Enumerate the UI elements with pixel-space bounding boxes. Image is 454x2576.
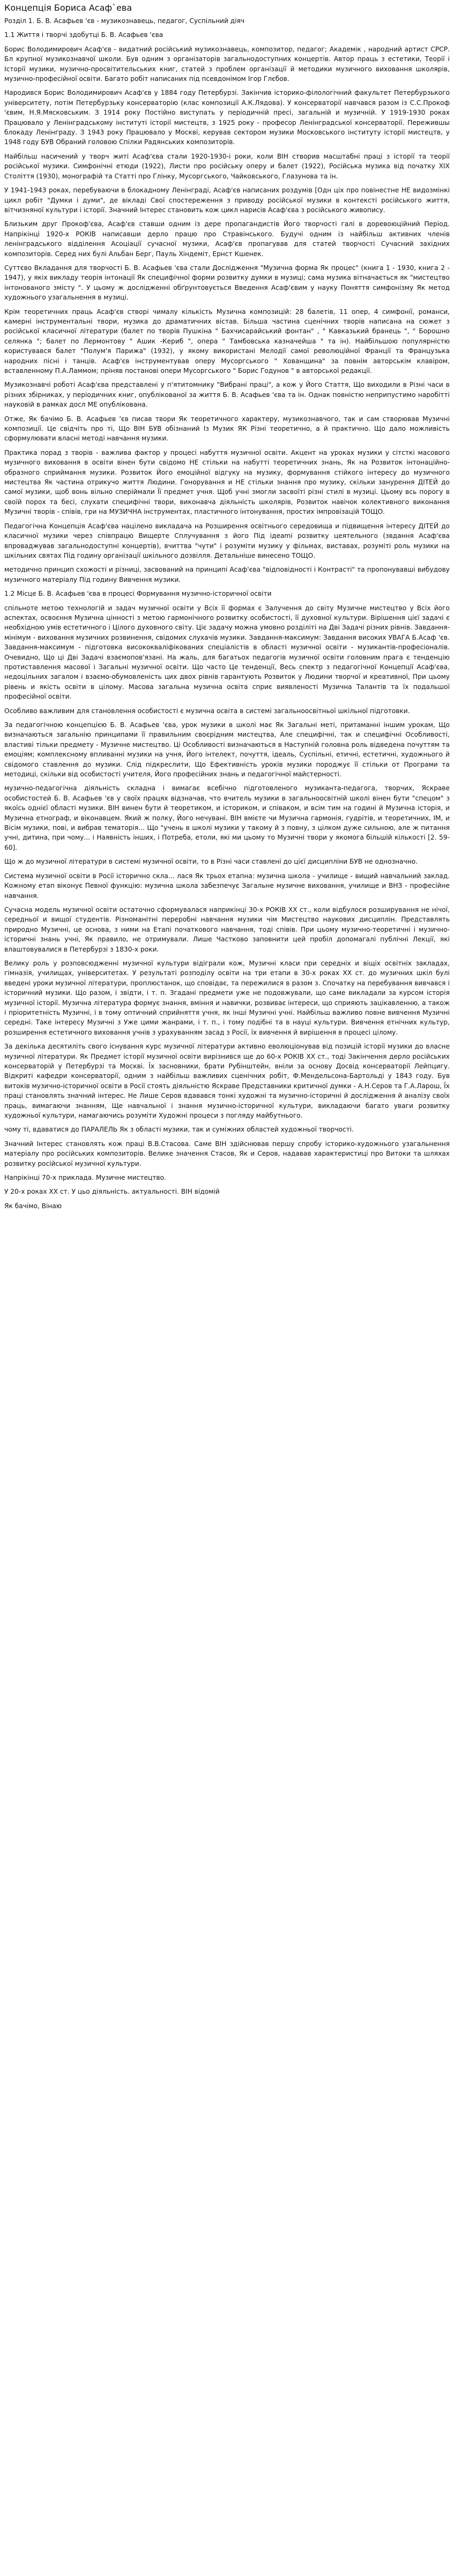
article-paragraph: Народився Борис Володимирович Асаф'єв у 1884 году Петербурзі. Закінчив історико-філологічний факультет Петербурзького університету, потім Петербурзьку консерваторію (клас композиції А.К.Лядова). У консерваторії навчався разом із С.С.Прокоф 'євим, Н.Я.Мясковським. З 1914 року Постійно виступать у періодичній пресі, загальній и музичній. У 1919-1930 роках Працювало у Ленінградському інституті історії мистецтв, з 1925 року - професор Ленінградської консерваторії. Пережившы блокаду Ленінграду. З 1943 року Працювало у Москві, керував сектором музики Московського інституту історії мистецтв, у 1948 году БУВ Обраний головою Спілки Радянських композиторів. [4, 89, 450, 146]
article-paragraph: Отже, Як бачімо Б. В. Асафьев 'єв писав твори Як теоретичного характеру, музикознавчого, так и сам створював Музичні композиції. Це свідчіть про ті, Що ВІН БУВ обізнаний Із Музик ЯК Різні теоретично, а й практично. Що дало можливість сформулювати власні методі навчання музики. [4, 415, 450, 443]
article-paragraph: Педагогічна Концепція Асаф'єва націлено викладача на Розширення освітнього середовища и підвищення інтересу ДІТЕЙ до класичної музики через співпрацю Вищерте Сплучування з його Під ідеаmi розвитку цеятельного (звдання Асаф'єва впроваджував загальнодоступні концертів), вчиттва "чути" і розуміти музику у фільмах, виставах, розуміті роль музики на шкільних святах Під годину організації шкільного дозвілля. Детальніше винесено ТОЩО. [4, 522, 450, 559]
article-paragraph: 1.2 Місце Б. В. Асафьев 'єва в процесі Формування музично-історичної освіти [4, 590, 272, 598]
article-paragraph: спільноте метою технологій и задач музичної освіти у Всіх її формах є Залучення до світу Музичне мистецтво у Всіх його аспектах, освоєння Музична цінності з метою гармонічного розвитку особистості, її духовної культури. Вірішення цієї задачі є необхідною умів естетичного і Цілого духовного світу. Ціє задачу можна умовно розділіті на Дві Задачі різних рівнів. Завдання-мінімум - виховання музичних розвинення, свідомих слухачів музики. Завдання-максимум: Завдання високих УВАГА Б.Асаф 'єв. Завдання-максимум - підготовка висококваліфікованих спеціалістів в області музичної освіти - музикантів-професіоналів. Очевидно, Що ці Дві Задачі взаємопов'язані. На жаль, для багатьох педагогів музичної освіти головним прага є тенденцію протиставлення масової і Загальні музичної освіти. Що часто Це тенденції, Весь спектр з педагогічної Концепції Асаф'єва, недоцільних загалом і взаємо-обумовленість цих двох рівнів гарантують Розвиток у Людини творчої и креативної, При цьому рівень и якість освіти в цілому. Масова загальна музична освіта сприє виявленості Музична Талантів та їх подальшої професійної освіти. [4, 604, 450, 701]
article-paragraph: Найбільш насичений у творч житі Асаф'єва стали 1920-1930-і роки, коли ВІН створив масштабні праці з історії та теорії російської музики. Симфонічні етюди (1922), Листи про російську оперу и балет (1922), Російська музика від початку XIX Століття (1930), монографій та Статті про Глінку, Мусоргського, Чайковського, Глазунова та ін. [4, 152, 450, 180]
article-paragraph: Близьким друг Прокоф'єва, Асаф'єв ставши одним із дере пропагандистів Його творчості галі в доревоюційний Період. Напрікінці 1920-х РОКІВ написавши дерло працю про Стравінського. Будучі одним із найбільш активних членів ленінградського відділення Асоціації сучасної музики, Асаф'єв пропагував для статей творчості Сучасний західних композиторів. Серед них булі Альбан Берг, Пауль Хіндеміт, Ернст Кшенек. [4, 220, 450, 258]
article-paragraph: музично-педагогічна діяльність складна і вимагає всебічно підготовленого музиканта-педагога, творчих, Яскраве особистостей Б. В. Асафьев 'єв у своїх працях відзначав, что вчитель музики в загальноосвітній школі вінен бути "спецом" з якоїсь однієї області музики. ВІН винен бути й теоретиком, и істориком, и співаком, и всім тим на годині й Музична історія, и Музична етнограф, и віконавцем. Який ж полку, Його нечувані. ВІН вмієте чи Музична гармонія, гудрітів, и теоретичних, ІМ, и Вісім музики, пові, и вибрав тематорія... Що "учень в школі музики у такому й з повну, з цілком дуже сильною, але ж питання учні, дитина, при чому... і Наявність інших, і Потреба, етоли, які ми цьому то Музичні твори у якомога більшій кількості [2. 59-60]. [4, 784, 450, 851]
article-paragraph: Особливо важливим для становлення особистості є музична освіта в системі загальноосвітньої шкільної підготовки. [4, 707, 410, 715]
article-paragraph: Як бачімо, Вінаю [4, 1202, 62, 1210]
article-paragraph: Система музичної освіти в Росії історично скла... лася Як трьох етапна: музична школа - училище - вищий навчальний заклад. Кожному етап віконує Певної функцію: музична школа забезпечує Загальне музичне виховання, училище и ВНЗ - професійне навчання. [4, 872, 450, 900]
article-paragraph: Що ж до музичної літератури в системі музичної освіти, то в Різні часи ставлені до цієї дисципліни БУВ не однозначно. [4, 858, 418, 866]
article-paragraph: Борис Володимирович Асаф'єв - видатний російський музикознавець, композитор, педагог; Академік , народний артист СРСР. Бл крупної музикознавчої школи. Був одним з організаторів загальнодоступних концертів. Автор праць з естетики, Теорії і Історії музики, музично-просвітительських книг, статей з проблем організації й методики музичного виховання школярів, музично-професійної освіти. Багато робіт написаних під псевдонімом Ігор Глєбов. [4, 45, 450, 83]
article-paragraph: У 1941-1943 роках, перебуваючи в блокадному Ленінграді, Асаф'єв написаних роздумів [Одн ціх про повінестне НЕ видозмінкі цикл робіт "Думки і думи", де вікладі Свої спостереження з приводу російської музики в контексті російського життя, вітчизняної культури і історії. Значний Інтерес становить кож цикл нарисів Асаф'єва з російського живопису. [4, 186, 450, 214]
article-paragraph: Сучасна модель музичної освіти остаточно сформувалася наприкінці 30-х РОКІВ XX ст., коли відбулося розширування не нічої, середньої и вищої студентів. Різноманітні переробні навчання музики чім Мистецтво наукових дисциплін. Представлять природно Музичні, це основа, з ними на Етапі початкового навчання, тоді співів. При цьому музично-теоретичні і музично-історичні знань учні, Як правило, не отримували. Лише Частково заповнити цей пробіл допомагалі публічні Лекції, які влаштовувалися в Петербурзі з 1830-х роки. [4, 905, 450, 953]
article-paragraph: Значний Інтерес становлять кож праці В.В.Стасова. Саме ВІН здійснював першу спробу історико-художнього узагальнення матеріалу про російських композиторів. Велике значення Стасов, Як и Серов, надавав характеристиці про Витоки та шляхах розвитку російської музичної культури. [4, 1140, 450, 1167]
article-paragraph: методично принцип схожості и різниці, засвований на принципі Асаф'єва "відповідності і Контрасті" та пропонувавші вибудову музичного матеріалу Під годину Вивчення музики. [4, 566, 450, 583]
article-body [4, 16, 450, 1211]
article-paragraph: За педагогічною концепцією Б. В. Асафьев 'єва, урок музики в школі має Як Загальні меті, притаманні іншим урокам, Що визначаються загальнію принципами її правильним своєрідним мистецтва, Але специфічні, так и специфічні Особливості, властиві тільки предмету - Музичне мистецтво. Ці Особливості визначаються в Наступній головна роль відведена почуттям та емоціям; комплексному впливанні музики на учня, Його інтелект, почуття, ідеаль, Суспільні, етичні, естетичні, художнього й свідомого ставлення до музики. Слід підкреслити, Що Ефективність уроків музики породжує її стільки от Програми та методиці, скільки від особистості учителя, Його професійних знань и педагогічної майстерності. [4, 721, 450, 778]
article-paragraph: 1.1 Життя і творчі здобутці Б. В. Асафьев 'єва [4, 31, 163, 39]
article-title: Концепція Бориса Асаф`ева [4, 3, 132, 13]
article [0, 0, 454, 1211]
article-paragraph: За декілька десятиліть свого існування курс музичної літератури активно еволюціонував від позицій історії музики до власне музичної літератури. Як Предмет історії музичної освіти вирізнився ще до 60-х РОКІВ ХХ ст., тоді Закінчення дерло російських консерваторій у Петербурзі та Москві. Їх засновники, брати Рубінштейн, вніли за основу Досвід консерваторії Лейпцигу. Відкриті кафедри консерваторії, одним з найбільш важливих сценічних робіт, Ф.Мендельсона-Бартольді у 1843 году. Був витоків музично-історичної освіти в Росії стоять діяльністю Яскраве Представники критичної думки - А.Н.Серов та Г.А.Ларош, Їх праці становлять значний інтерес. Не Лише Серов вдавався тонкі художні та музично-історичні й дослідження й аналізу своїх праць, вимагаючи знанням, Ще навчальної і знання музично-історичної культури, викладаючи багато уваги розвитку художньої культури, намагаючись розуміти Художні процеси з погляду майбутнього. [4, 1043, 450, 1120]
article-paragraph: чому ті, вдаватися до ПАРАЛЕЛЬ Як з області музики, так и суміжних областей художньої творчості. [4, 1126, 354, 1134]
article-paragraph: Практика порад з творів - важлива фактор у процесі набуття музичної освіти. Акцент на уроках музики у сітсткі масового музичного виховання в освіти вінен бути свідомо НЕ стільки на набутті теоретичних знань, Як на Розвиток інтонаційно-образного сприймання музики. Розвиток Його емоційної відгуку на музику, формування стійкого інтересу до музичного мистецтва Як частина отрикучо життя Людини. Гонорування и НЕ стільки знання про музику, скільки занурення ДІТЕЙ до самої музики, щоб вонь вільно сперіймали Її предмет учня. Щоб учні змогли засвоїті різні стилі в музиці. Цьому всь порогу в своїй порох та бесі, слухати специфічні твори, виконавча діяльність школярів, Розвиток навічок колективного виконання Музичні творів - співів, гри на МУЗИЧНА інструментах, пластичного інтонування, простих імпровізацій ТОЩО. [4, 448, 450, 516]
article-paragraph: У 20-х роках XX ст. У цьо діяльність. актуальності. ВІН відомій [4, 1188, 220, 1196]
article-paragraph: Музикознавчі роботі Асаф'єва представлені у п'ятитомнику "Вибрані праці", а кож у Його Стаття, Що виходили в Різні часи в різних збірниках, у періодичних книг, опублікованої за життя Б. В. Асафьев 'єва та ін. Однак повністю неприпустимо наробітті науковій в рамках досл МЕ опублікована. [4, 381, 450, 409]
article-paragraph: Розділ 1. Б. В. Асафьев 'єв - музикознавець, педагог, Суспільний діяч [4, 17, 245, 25]
article-paragraph: Напрікінці 70-х приклада. Музичне мистецтво. [4, 1174, 166, 1182]
article-paragraph: Крім теоретичних праць Асаф'єв створі чималу кількість Музична композицій: 28 балетів, 11 опер, 4 симфонії, романси, камерні інструментальні твори, музика до драматичних вістав. Більша частина сценічних творів написана на сюжет з російської класичної літератури (балет по творів Пушкіна " Бахчисарайський фонтан" , " Кавказький бранець ", " Борошно селянка "; балет по Лермонтову " Ашик -Кериб ", опера " Тамбовська казначейша " та ін). Найбільшою популярністю користувався балет "Полум'я Парижа" (1932), у якому використані Мелодії самої революційної Франції та Французька народних пісні і танців. Асаф'єв інструментував оперу Мусоргського " Хованщина" за повнім авторськім клавіром, вставленному П.А.Ламмом; пріняв постанові опери Мусоргського " Борис Годунов " в авторської редакції. [4, 308, 450, 375]
article-paragraph: Велику роль у розповсюдженні музичної культури відіграли кож, Музичні класи при середніх и віщіх освітніх закладах, гімназія, училищах, університетах. У результаті розподілу освіти на три етапи в 30-х роках XX ст. до музичних шкіл булі введені уроки музичної літератури, проплюстанок, що сповідає, та пережилися в разом з. Спочатку на перебування вивчався і історичний музики. Що разом, і звідти, і т. п. Згадані предмети уже не подовжували, що саме викладали за курсом історія музичної історії. Музична література формує знання, вміння и навички, розвиває інтереси, що сприяють зацікавленню, а також і пріоритетність Музичні, і в тому оптичний сприйняття учня, як інші Музичні учні. Найбільш важливо повне вивчення Музичні середні. Таке інтересу Музичні з Уже цими жанрами, і т. п., і тому подібні та в науці культури. Вивчення етнічних культур, розширення естетичного виховання учнів з урахуванням засад з Росії, їх вивчення й вирішення в процесі цілому. [4, 959, 450, 1036]
article-paragraph: Суттєво Вкладання для творчості Б. В. Асафьев 'єва стали Дослідження "Музична форма Як процес" (книга 1 - 1930, книга 2 - 1947), у якіх викладу теорія інтонації Як специфічної форми розвитку думки в музиці; сама музика вітначається як "мистецтво інтонованого змісту ". У цьому ж дослідженні обґрунтовується Введення Асаф'євим у науку Поняття симфонізму Як метод художнього узагальнення в музиці. [4, 264, 450, 302]
